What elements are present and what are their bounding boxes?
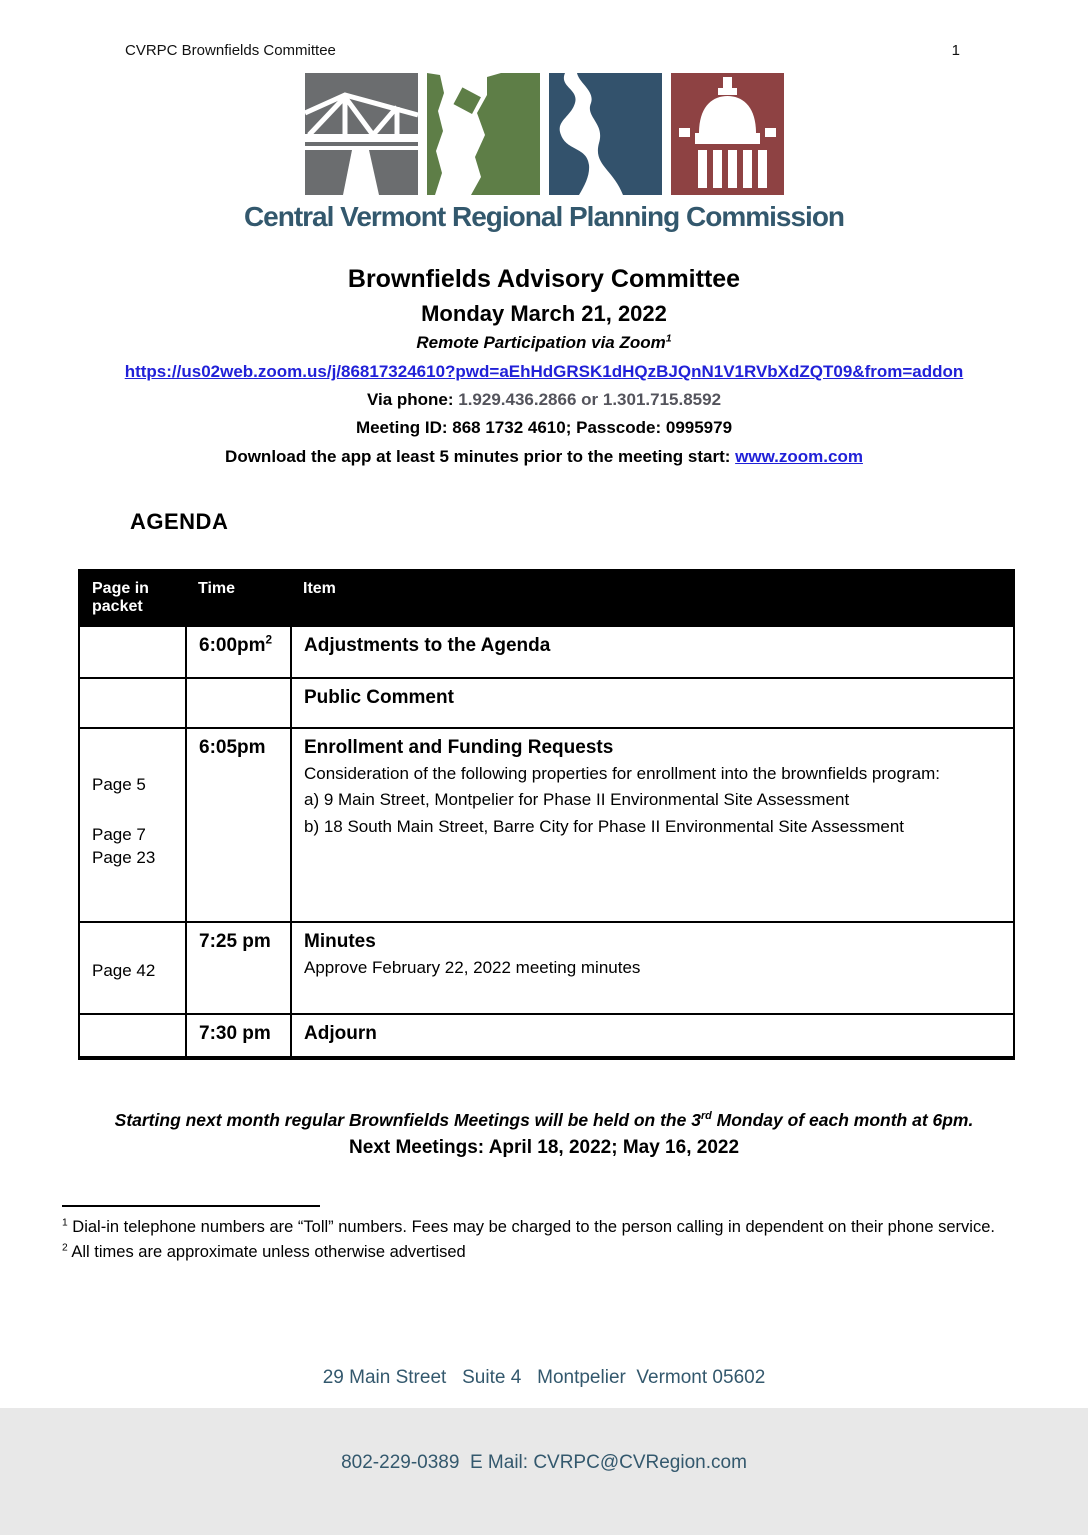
footer-contact: 802-229-0389 E Mail: CVRPC@CVRegion.com — [341, 1452, 747, 1473]
agenda-row-enrollment — [79, 728, 1014, 922]
item-cell — [291, 678, 1014, 728]
running-header — [0, 0, 1088, 59]
item-cell — [291, 1014, 1014, 1058]
logo-caption: Central Vermont Regional Planning Commission — [243, 201, 845, 232]
footnote-2: $^2$ All times are approximate unless otherwise advertised — [62, 1242, 466, 1261]
vermont-state-icon — [427, 73, 540, 195]
item-cell — [291, 922, 1014, 1014]
item-title: Enrollment and Funding Requests — [304, 737, 614, 758]
agenda-header-row — [79, 570, 1014, 626]
phone-numbers: 1.929.436.2866 or 1.301.715.8592 — [453, 390, 722, 409]
agenda-row-public-comment — [79, 678, 1014, 728]
item-description: Approve February 22, 2022 meeting minutes — [304, 958, 641, 977]
item-subitem-a: a) 9 Main Street, Montpelier for Phase II Environmental Site Assessment — [304, 790, 850, 810]
time-cell: 6:05pm — [186, 728, 291, 922]
page-ref: Page 42 — [92, 961, 156, 980]
agenda-heading: AGENDA — [130, 509, 229, 534]
item-title: Minutes — [304, 931, 376, 952]
zoom-link-line — [0, 362, 1088, 382]
committee-title: Brownfields Advisory Committee — [347, 265, 741, 293]
time-cell: $6:00pm^2$ — [186, 626, 291, 678]
item-description: Consideration of the following properties for enrollment into the brownfields program: — [304, 764, 940, 783]
agenda-table — [78, 569, 1015, 1060]
running-header-title: CVRPC Brownfields Committee — [125, 42, 336, 59]
col-header-time: Time — [186, 570, 291, 626]
bridge-icon — [305, 73, 418, 195]
phone-line — [0, 390, 1088, 410]
phone-label: Via phone: — [366, 390, 454, 409]
participation-mode: Remote Participation via Zoom$^1$ — [416, 332, 672, 352]
col-header-page: Page in packet — [79, 570, 186, 626]
document-footer — [0, 1307, 1088, 1535]
agenda-row-minutes — [79, 922, 1014, 1014]
item-title: Public Comment — [304, 687, 454, 708]
col-header-item: Item — [291, 570, 1014, 626]
time-cell: 7:30 pm — [186, 1014, 291, 1058]
page-cell — [79, 626, 186, 678]
page-cell — [79, 678, 186, 728]
agenda-row-adjustments — [79, 626, 1014, 678]
page-cell — [79, 1014, 186, 1058]
cvrpc-logo — [0, 73, 1088, 233]
river-icon — [549, 73, 662, 195]
page-ref: Page 5 — [92, 775, 146, 794]
item-title: Adjustments to the Agenda — [304, 635, 551, 656]
meeting-id-line: Meeting ID: 868 1732 4610; Passcode: 0995979 — [355, 418, 733, 437]
page-number: 1 — [951, 42, 960, 59]
footnote-separator — [62, 1205, 320, 1207]
page-ref: Page 23 — [92, 848, 156, 867]
footnote-ref-1: 1 — [665, 332, 672, 345]
download-line: Download the app at least 5 minutes prior to the meeting start: www.zoom.com — [225, 447, 863, 466]
schedule-note: Starting next month regular Brownfields Meetings will be held on the 3rd Monday of each month at 6pm. — [114, 1110, 974, 1130]
meeting-date: Monday March 21, 2022 — [421, 301, 667, 326]
item-cell — [291, 626, 1014, 678]
footnote-1: $^1$ Dial-in telephone numbers are “Toll” numbers. Fees may be charged to the person calling in dependent on their phone service. — [62, 1217, 995, 1236]
agenda-row-adjourn — [79, 1014, 1014, 1058]
item-cell — [291, 728, 1014, 922]
capitol-dome-icon — [671, 73, 784, 195]
logo-tiles — [0, 73, 1088, 195]
zoom-download-link[interactable]: www.zoom.com — [735, 447, 863, 466]
page-ref: Page 7 — [92, 825, 146, 844]
page-cell — [79, 922, 186, 1014]
next-meetings: Next Meetings: April 18, 2022; May 16, 2022 — [348, 1137, 740, 1158]
page-cell — [79, 728, 186, 922]
item-subitem-b: b) 18 South Main Street, Barre City for Phase II Environmental Site Assessment — [304, 816, 904, 836]
item-title: Adjourn — [304, 1023, 377, 1044]
footer-address: 29 Main Street Suite 4 Montpelier Vermont 05602 — [322, 1366, 766, 1388]
time-cell: 7:25 pm — [186, 922, 291, 1014]
zoom-meeting-link[interactable]: https://us02web.zoom.us/j/86817324610?pwd=aEhHdGRSK1dHQzBJQnN1V1RVbXdZQT09&from=addon — [124, 362, 964, 381]
footnote-ref-2: 2 — [265, 633, 273, 647]
time-cell — [186, 678, 291, 728]
